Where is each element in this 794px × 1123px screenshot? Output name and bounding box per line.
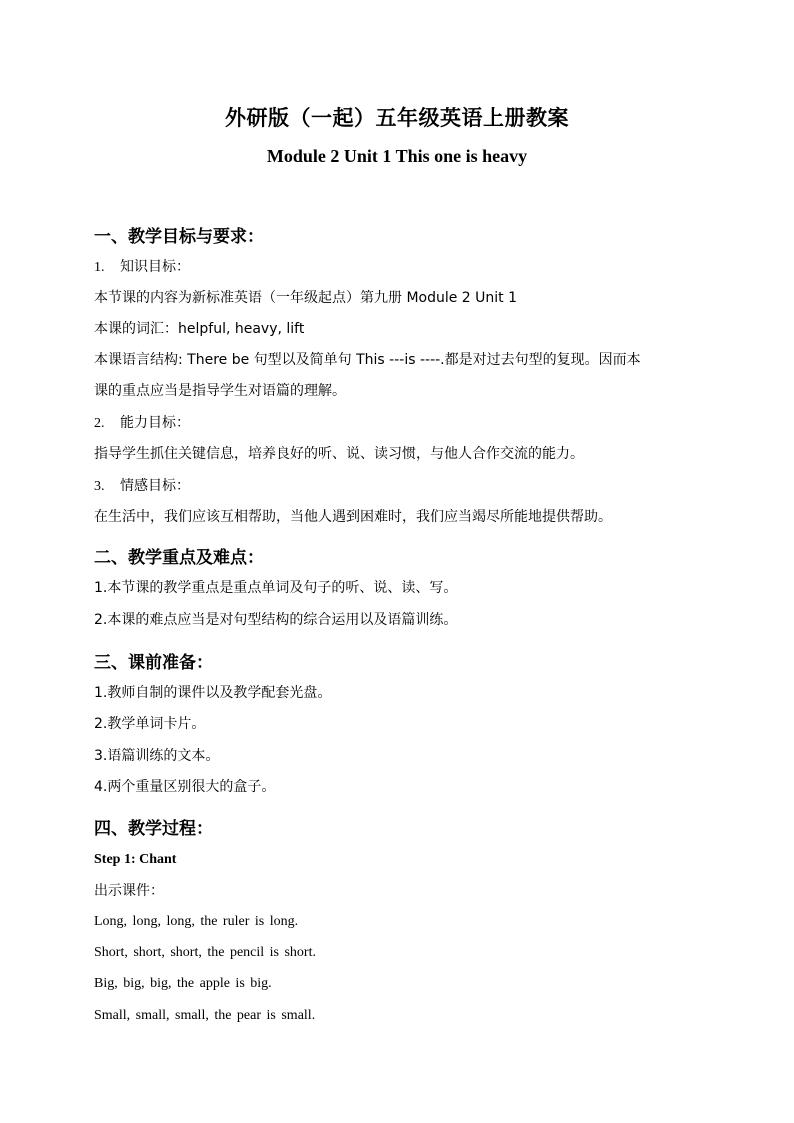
list-item: 1.教师自制的课件以及教学配套光盘。 bbox=[94, 685, 332, 701]
chant-line: Long, long, long, the ruler is long. bbox=[94, 914, 299, 929]
list-item: 3.语篇训练的文本。 bbox=[94, 748, 220, 764]
paragraph-line: 指导学生抓住关键信息，培养良好的听、说、读习惯，与他人合作交流的能力。 bbox=[94, 446, 584, 462]
chant-line: Small, small, small, the pear is small. bbox=[94, 1008, 316, 1023]
list-number: 2. bbox=[94, 416, 105, 431]
chant-line: Short, short, short, the pencil is short. bbox=[94, 945, 316, 960]
document-subtitle: Module 2 Unit 1 This one is heavy bbox=[266, 146, 528, 166]
paragraph-line: 在生活中，我们应该互相帮助，当他人遇到困难时，我们应当竭尽所能地提供帮助。 bbox=[94, 509, 612, 525]
objective-label: 情感目标： bbox=[120, 478, 190, 494]
paragraph-line: 本课的词汇：helpful, heavy, lift bbox=[94, 321, 305, 337]
list-number: 1. bbox=[94, 260, 105, 275]
objective-knowledge-heading bbox=[94, 258, 190, 277]
paragraph-line: 本节课的内容为新标准英语（一年级起点）第九册 Module 2 Unit 1 bbox=[94, 290, 518, 306]
chant-line: Big, big, big, the apple is big. bbox=[94, 976, 272, 991]
objective-emotion-heading bbox=[94, 477, 190, 496]
objective-label: 知识目标： bbox=[120, 259, 190, 275]
list-item: 4.两个重量区别很大的盒子。 bbox=[94, 779, 276, 795]
objective-label: 能力目标： bbox=[120, 415, 190, 431]
step-heading: Step 1: Chant bbox=[94, 852, 177, 867]
list-item: 2.教学单词卡片。 bbox=[94, 716, 206, 732]
section-heading-key-points: 二、教学重点及难点： bbox=[94, 548, 264, 568]
section-heading-objectives: 一、教学目标与要求： bbox=[94, 227, 264, 247]
paragraph-line: 课的重点应当是指导学生对语篇的理解。 bbox=[94, 383, 346, 399]
paragraph-line: 出示课件： bbox=[94, 883, 164, 899]
section-heading-process: 四、教学过程： bbox=[94, 819, 213, 839]
list-item: 1.本节课的教学重点是重点单词及句子的听、说、读、写。 bbox=[94, 580, 458, 596]
objective-ability-heading bbox=[94, 414, 190, 433]
list-item: 2.本课的难点应当是对句型结构的综合运用以及语篇训练。 bbox=[94, 612, 458, 628]
list-number: 3. bbox=[94, 479, 105, 494]
section-heading-preparation: 三、课前准备： bbox=[94, 653, 213, 673]
paragraph-line: 本课语言结构: There be 句型以及简单句 This ---is ----.都是对过去句型的复现。因而本 bbox=[94, 352, 641, 368]
document-title: 外研版（一起）五年级英语上册教案 bbox=[225, 106, 569, 130]
